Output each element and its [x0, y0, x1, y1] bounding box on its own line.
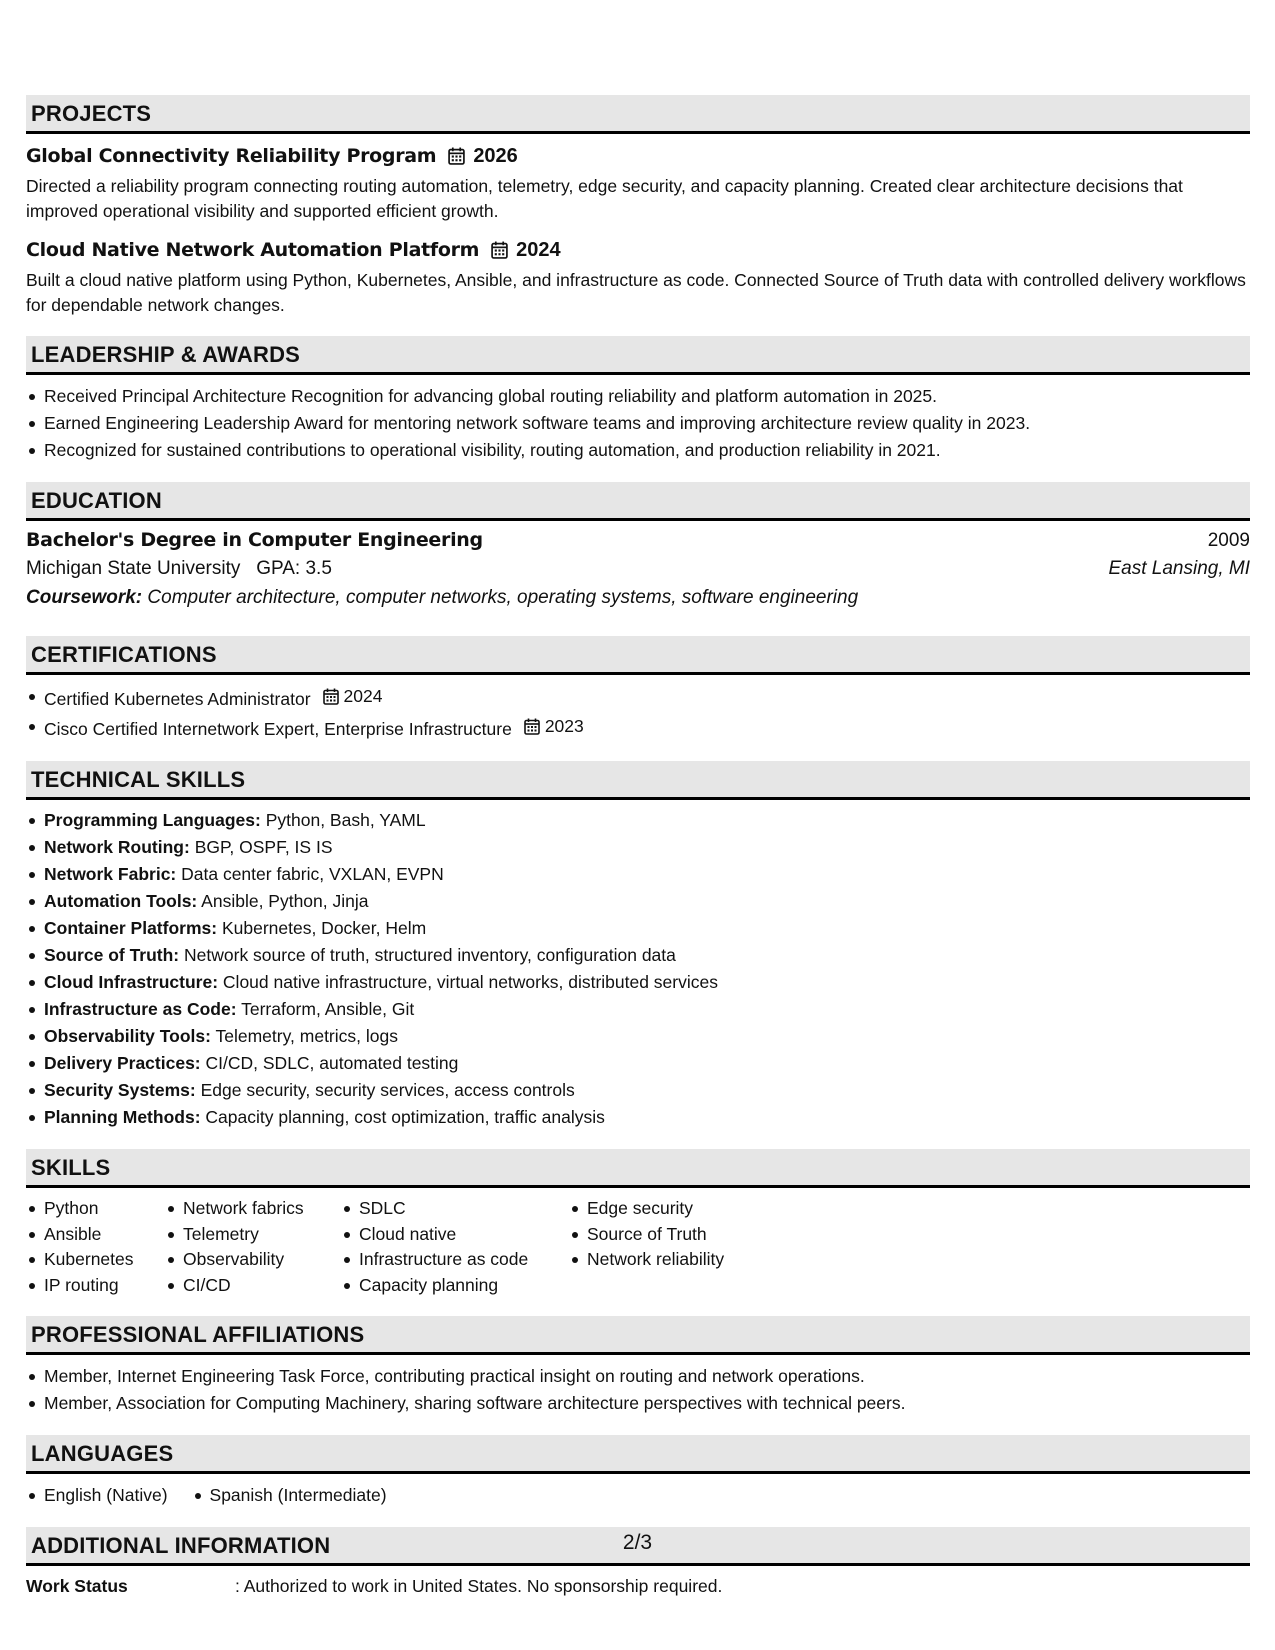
list-item: Earned Engineering Leadership Award for mentoring network software teams and improving architecture review quality in 2023.: [26, 410, 1250, 437]
project-title: Global Connectivity Reliability Program: [26, 145, 437, 167]
certification-date-text: 2024: [343, 686, 383, 706]
list-item: Capacity planning: [341, 1273, 569, 1299]
skill-value: Data center fabric, VXLAN, EVPN: [181, 864, 444, 884]
list-item: Network fabrics: [165, 1196, 341, 1222]
affiliations-heading: PROFESSIONAL AFFILIATIONS: [26, 1316, 1250, 1355]
list-item: Edge security: [569, 1196, 809, 1222]
skill-value: Cloud native infrastructure, virtual networks, distributed services: [222, 972, 718, 992]
skill-value: BGP, OSPF, IS IS: [194, 837, 333, 857]
leadership-section: [26, 336, 1250, 464]
list-item: [26, 1077, 1250, 1104]
skill-label: Observability Tools:: [44, 1026, 211, 1046]
technical-skills-heading: TECHNICAL SKILLS: [26, 761, 1250, 800]
certification-name: Certified Kubernetes Administrator: [44, 689, 311, 709]
education-school-line: [26, 558, 332, 580]
work-status-value: : Authorized to work in United States. No sponsorship required.: [235, 1576, 723, 1596]
calendar-icon: [491, 241, 508, 259]
list-item: Spanish (Intermediate): [192, 1482, 387, 1509]
list-item: SDLC: [341, 1196, 569, 1222]
languages-section: [26, 1435, 1250, 1509]
skills-column: [165, 1196, 341, 1298]
list-item: [26, 861, 1250, 888]
project-item: [26, 236, 1250, 318]
certifications-section: [26, 636, 1250, 743]
languages-heading: LANGUAGES: [26, 1435, 1250, 1474]
list-item: [26, 942, 1250, 969]
education-year: 2009: [1207, 530, 1250, 551]
education-section: [26, 482, 1250, 616]
skill-label: Programming Languages:: [44, 810, 261, 830]
skill-value: Terraform, Ansible, Git: [241, 999, 415, 1019]
skill-label: Container Platforms:: [44, 918, 218, 938]
list-item: Member, Internet Engineering Task Force, contributing practical insight on routing and network operations.: [26, 1363, 1250, 1390]
list-item: [26, 915, 1250, 942]
skills-column: [341, 1196, 569, 1298]
education-school: Michigan State University: [26, 558, 241, 579]
skill-label: Automation Tools:: [44, 891, 198, 911]
education-location: East Lansing, MI: [1108, 558, 1250, 579]
project-title: Cloud Native Network Automation Platform: [26, 239, 480, 261]
list-item: [26, 1023, 1250, 1050]
list-item: [26, 969, 1250, 996]
skill-value: Capacity planning, cost optimization, traffic analysis: [205, 1107, 605, 1127]
skill-value: Python, Bash, YAML: [265, 810, 426, 830]
list-item: Ansible: [26, 1222, 165, 1248]
education-gpa: GPA: 3.5: [256, 558, 332, 579]
technical-skills-section: [26, 761, 1250, 1131]
skill-label: Infrastructure as Code:: [44, 999, 237, 1019]
skill-label: Planning Methods:: [44, 1107, 201, 1127]
work-status-label: Work Status: [26, 1576, 128, 1596]
list-item: [26, 834, 1250, 861]
calendar-icon: [524, 718, 540, 735]
skill-label: Network Fabric:: [44, 864, 177, 884]
list-item: Cloud native: [341, 1222, 569, 1248]
leadership-heading: LEADERSHIP & AWARDS: [26, 336, 1250, 375]
list-item: Source of Truth: [569, 1222, 809, 1248]
skill-value: Telemetry, metrics, logs: [215, 1026, 398, 1046]
list-item: CI/CD: [165, 1273, 341, 1299]
list-item: Kubernetes: [26, 1247, 165, 1273]
certifications-list: [26, 683, 1250, 743]
project-date-text: 2026: [473, 144, 518, 167]
coursework-text: Computer architecture, computer networks, operating systems, software engineering: [147, 587, 859, 608]
list-item: [26, 888, 1250, 915]
affiliations-section: [26, 1316, 1250, 1417]
projects-section: [26, 95, 1250, 318]
project-date: [448, 145, 518, 168]
list-item: Member, Association for Computing Machinery, sharing software architecture perspectives with technical peers.: [26, 1390, 1250, 1417]
skill-label: Source of Truth:: [44, 945, 180, 965]
certification-name: Cisco Certified Internetwork Expert, Enterprise Infrastructure: [44, 719, 512, 739]
list-item: Observability: [165, 1247, 341, 1273]
list-item: [26, 683, 1250, 713]
list-item: [26, 713, 1250, 743]
skill-value: Network source of truth, structured inventory, configuration data: [184, 945, 676, 965]
education-coursework: [26, 587, 1250, 616]
certification-date: [524, 713, 584, 740]
list-item: [26, 996, 1250, 1023]
list-item: Infrastructure as code: [341, 1247, 569, 1273]
list-item: Python: [26, 1196, 165, 1222]
skill-value: CI/CD, SDLC, automated testing: [205, 1053, 459, 1073]
languages-list: [26, 1482, 1250, 1509]
list-item: [26, 807, 1250, 834]
list-item: English (Native): [26, 1482, 168, 1509]
skill-label: Network Routing:: [44, 837, 190, 857]
skill-label: Cloud Infrastructure:: [44, 972, 219, 992]
affiliations-list: [26, 1363, 1250, 1417]
education-degree: Bachelor's Degree in Computer Engineering: [26, 529, 483, 551]
project-description: Directed a reliability program connecting routing automation, telemetry, edge security, and capacity planning. Created clear architecture decisions that improved operational visibility and supported efficient growth.: [26, 176, 1183, 221]
skills-heading: SKILLS: [26, 1149, 1250, 1188]
projects-heading: PROJECTS: [26, 95, 1250, 134]
list-item: Recognized for sustained contributions to operational visibility, routing automation, and production reliability in 2021.: [26, 437, 1250, 464]
list-item: [26, 1050, 1250, 1077]
skills-column: [26, 1196, 165, 1298]
leadership-list: [26, 383, 1250, 464]
work-status-row: [26, 1574, 1250, 1599]
project-date-text: 2024: [516, 238, 561, 261]
skill-label: Delivery Practices:: [44, 1053, 201, 1073]
calendar-icon: [448, 147, 465, 165]
certification-date: [323, 683, 383, 710]
technical-skills-list: [26, 807, 1250, 1131]
project-item: [26, 142, 1250, 224]
calendar-icon: [323, 688, 339, 705]
list-item: IP routing: [26, 1273, 165, 1299]
skills-grid: [26, 1196, 1250, 1298]
additional-heading: ADDITIONAL INFORMATION: [26, 1527, 1250, 1566]
skill-label: Security Systems:: [44, 1080, 196, 1100]
page-number: 2/3: [622, 1531, 653, 1554]
skill-value: Edge security, security services, access controls: [200, 1080, 575, 1100]
certifications-heading: CERTIFICATIONS: [26, 636, 1250, 675]
education-heading: EDUCATION: [26, 482, 1250, 521]
list-item: Network reliability: [569, 1247, 809, 1273]
certification-date-text: 2023: [544, 716, 584, 736]
list-item: Telemetry: [165, 1222, 341, 1248]
skills-column: [569, 1196, 809, 1298]
project-description: Built a cloud native platform using Python, Kubernetes, Ansible, and infrastructure as code. Connected Source of Truth data with controlled delivery workflows for dependable network changes.: [26, 270, 1246, 315]
resume-page: [26, 95, 1250, 1617]
list-item: Received Principal Architecture Recognition for advancing global routing reliability and platform automation in 2025.: [26, 383, 1250, 410]
list-item: [26, 1104, 1250, 1131]
project-date: [491, 239, 561, 262]
skill-value: Kubernetes, Docker, Helm: [221, 918, 427, 938]
coursework-label: Coursework:: [26, 587, 143, 608]
skill-value: Ansible, Python, Jinja: [201, 891, 369, 911]
skills-section: [26, 1149, 1250, 1298]
